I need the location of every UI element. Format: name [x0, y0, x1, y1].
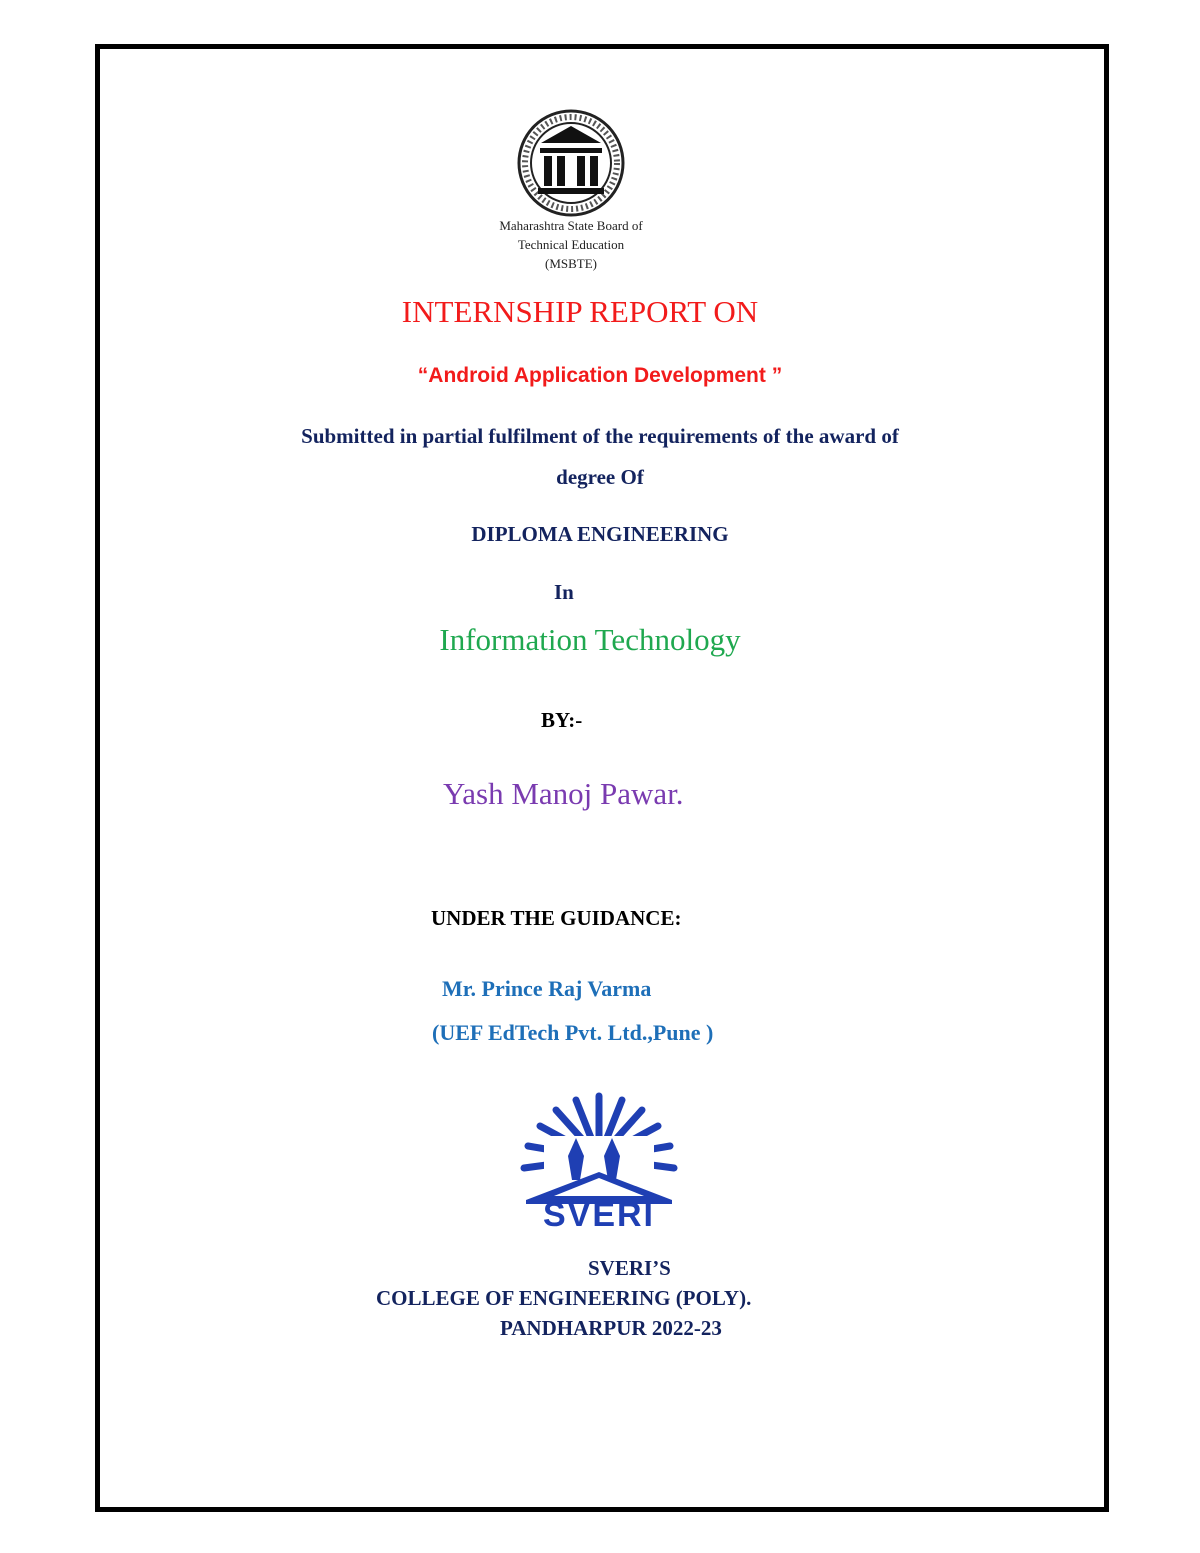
guidance-label: UNDER THE GUIDANCE:: [431, 906, 682, 930]
college-line1: SVERI’S: [588, 1256, 671, 1280]
msbte-seal-icon: [496, 108, 646, 218]
guide-organization: (UEF EdTech Pvt. Ltd.,Pune ): [432, 1020, 714, 1045]
msbte-name-line2: Technical Education: [517, 237, 625, 252]
msbte-name-line1: Maharashtra State Board of: [499, 218, 643, 233]
college-line3: PANDHARPUR 2022-23: [500, 1316, 722, 1340]
student-name: Yash Manoj Pawar.: [443, 776, 684, 811]
submission-line2: degree Of: [556, 465, 644, 489]
college-line2: COLLEGE OF ENGINEERING (POLY).: [376, 1286, 752, 1310]
sveri-logo: [514, 1088, 684, 1234]
msbte-name-line3: (MSBTE): [545, 256, 597, 271]
msbte-logo: [496, 108, 646, 278]
guide-name: Mr. Prince Raj Varma: [442, 976, 652, 1001]
by-label: BY:-: [541, 708, 583, 732]
degree: DIPLOMA ENGINEERING: [471, 522, 729, 546]
branch: Information Technology: [439, 622, 741, 657]
project-title: “Android Application Development ”: [417, 364, 783, 387]
report-title: INTERNSHIP REPORT ON: [401, 294, 759, 329]
in-label: In: [554, 580, 574, 604]
submission-line1: Submitted in partial fulfilment of the requirements of the award of: [301, 424, 899, 448]
sveri-logo-text: SVERI: [542, 1196, 656, 1234]
